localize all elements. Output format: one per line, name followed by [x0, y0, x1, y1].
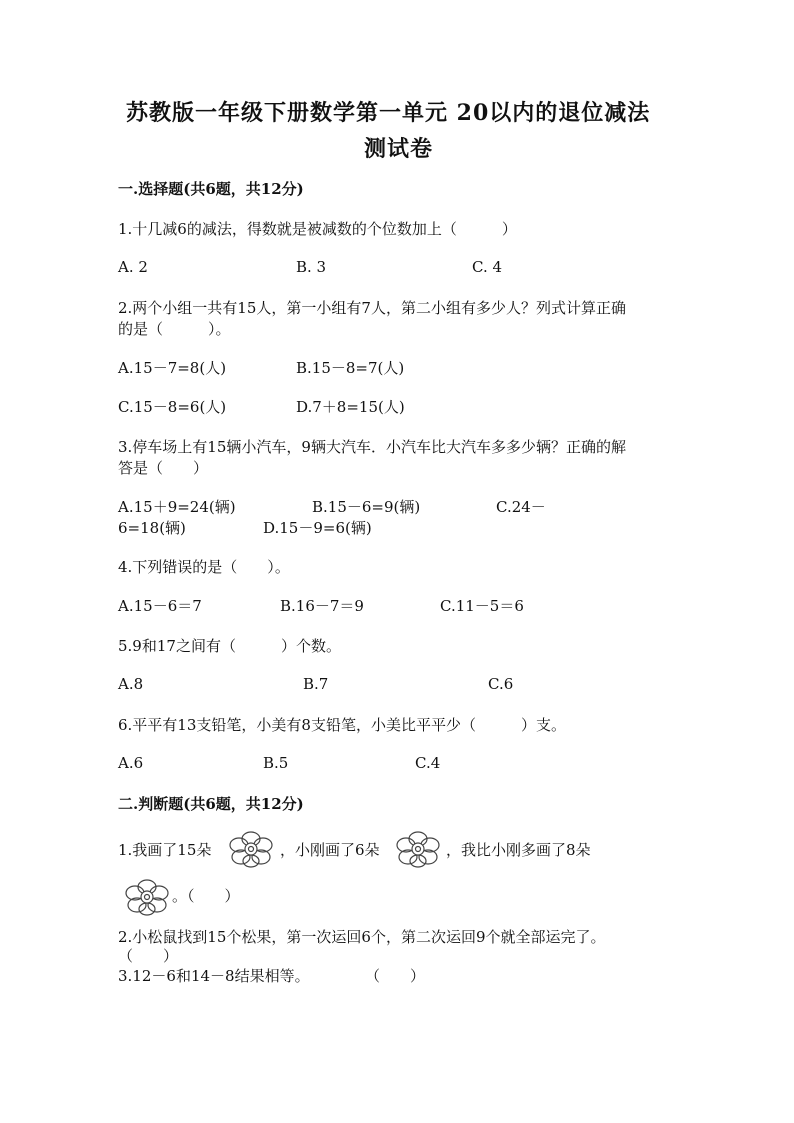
flower-icon — [124, 878, 170, 918]
question-1-5-text: 5.9和17之间有（ ）个数。 — [118, 637, 341, 655]
question-1-2-option-d: D.7＋8=15(人) — [296, 398, 405, 416]
judge-1-part-3: ，我比小刚多画了8朵 — [446, 841, 591, 859]
question-1-6-option-a: A.6 — [118, 754, 144, 772]
question-1-3-line-2: 答是（ ） — [118, 459, 209, 477]
question-1-3-option-a: A.15＋9=24(辆) — [118, 498, 236, 516]
question-1-6-option-c: C.4 — [415, 754, 441, 772]
question-1-3-option-b: B.15－6=9(辆) — [312, 498, 421, 516]
question-1-5-option-b: B.7 — [303, 675, 329, 693]
question-1-2-option-a: A.15－7=8(人) — [118, 359, 227, 377]
judge-2-line-1: 2.小松鼠找到15个松果，第一次运回6个，第二次运回9个就全部运完了。 — [118, 928, 606, 946]
question-1-5-option-c: C.6 — [488, 675, 514, 693]
question-1-4-option-a: A.15－6＝7 — [118, 597, 202, 615]
section-1-heading: 一.选择题(共6题，共12分) — [118, 180, 304, 198]
question-1-1-option-c: C. 4 — [472, 258, 503, 276]
judge-3-paren: （ ） — [365, 967, 426, 985]
question-1-4-text: 4.下列错误的是（ ）。 — [118, 558, 290, 576]
title-line-1: 苏教版一年级下册数学第一单元 20以内的退位减法 — [126, 100, 651, 126]
question-1-5-option-a: A.8 — [118, 675, 144, 693]
question-1-1-option-b: B. 3 — [296, 258, 327, 276]
judge-3-text: 3.12－6和14－8结果相等。 — [118, 967, 310, 985]
question-1-3-line-1: 3.停车场上有15辆小汽车，9辆大汽车．小汽车比大汽车多多少辆？正确的解 — [118, 438, 626, 456]
question-1-2-line-2: 的是（ ）。 — [118, 320, 231, 338]
flower-icon — [228, 830, 274, 870]
question-1-4-option-c: C.11－5＝6 — [440, 597, 524, 615]
question-1-2-option-c: C.15－8=6(人) — [118, 398, 227, 416]
question-1-2-option-b: B.15－8=7(人) — [296, 359, 405, 377]
judge-1-part-4: 。（ ） — [172, 887, 240, 905]
question-1-1-option-a: A. 2 — [118, 258, 148, 276]
question-1-3-option-c-cont: 6=18(辆) — [118, 519, 186, 537]
judge-2-line-2: （ ） — [118, 947, 179, 965]
judge-1-part-1: 1.我画了15朵 — [118, 841, 212, 859]
question-1-3-option-c: C.24－ — [496, 498, 546, 516]
title-line-2: 测试卷 — [364, 136, 434, 162]
question-1-4-option-b: B.16－7＝9 — [280, 597, 364, 615]
question-1-6-text: 6.平平有13支铅笔，小美有8支铅笔，小美比平平少（ ）支。 — [118, 716, 566, 734]
section-2-heading: 二.判断题(共6题，共12分) — [118, 795, 304, 813]
question-1-3-option-d: D.15－9=6(辆) — [263, 519, 372, 537]
question-1-1-text: 1.十几减6的减法，得数就是被减数的个位数加上（ ） — [118, 220, 517, 238]
question-1-2-line-1: 2.两个小组一共有15人，第一小组有7人，第二小组有多少人？列式计算正确 — [118, 299, 626, 317]
flower-icon — [395, 830, 441, 870]
judge-1-part-2: ，小刚画了6朵 — [280, 841, 380, 859]
question-1-6-option-b: B.5 — [263, 754, 289, 772]
